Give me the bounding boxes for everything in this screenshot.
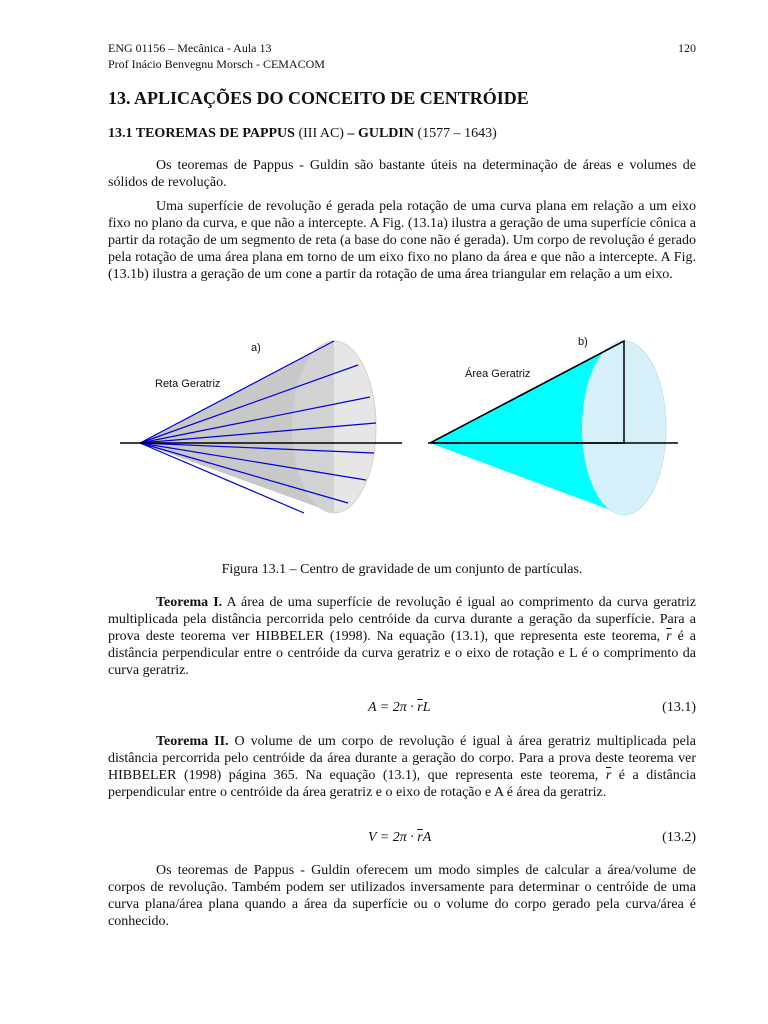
equation-13-2 [108, 830, 696, 850]
teorema-2-text-a: O volume de um corpo de revolução é igual à área geratriz multiplicada pela distância percorrida pelo centróide da área durante a geração do corpo. Para a prova deste teorema ver HIBBELER (1998) página 365. Na equação (13.1), que representa este teorema, [108, 734, 696, 783]
eq2-lhs: V = 2π · [368, 830, 418, 845]
figure-b [428, 336, 678, 515]
figure-caption: Figura 13.1 – Centro de gravidade de um conjunto de partículas. [221, 562, 583, 577]
eq2-rhs: A [422, 830, 432, 845]
author-line: Prof Inácio Benvegnu Morsch - CEMACOM [108, 57, 325, 71]
label-area-geratriz: Área Geratriz [465, 368, 531, 380]
equation-13-1-formula [368, 700, 431, 716]
equation-13-1-number: (13.1) [662, 700, 696, 715]
label-b: b) [578, 336, 588, 348]
label-reta-geratriz: Reta Geratriz [155, 378, 221, 390]
teorema-2-text-b: é a distância perpendicular entre o centróide da área geratriz e o eixo de rotação e A é área da geratriz. [108, 768, 697, 800]
paragraph-definition [108, 198, 696, 283]
subsection-title-part1: 13.1 TEOREMAS DE PAPPUS [108, 126, 295, 141]
r-bar-symbol: $\overline{r}$ [666, 629, 672, 644]
equation-13-2-number: (13.2) [662, 830, 696, 845]
course-line: ENG 01156 – Mecânica - Aula 13 [108, 41, 272, 55]
page-header [108, 40, 696, 72]
eq1-r: $\overline{r}$ [417, 700, 423, 715]
subsection-title-part3: – GULDIN [347, 126, 414, 141]
paragraph-text: Os teoremas de Pappus - Guldin oferecem um modo simples de calcular a área/volume de corpos de revolução. Também podem ser utilizados inversamente para determinar o centróide de uma curva plana/área plana quando a área da superfície ou o volume do corpo gerado pela curva/área é conhecido. [108, 863, 696, 929]
paragraph-intro [108, 157, 696, 191]
teorema-1-text [108, 594, 696, 679]
label-a: a) [251, 342, 261, 354]
eq2-r: $\overline{r}$ [417, 830, 423, 845]
paragraph-text: Os teoremas de Pappus - Guldin são bastante úteis na determinação de áreas e volumes de sólidos de revolução. [108, 158, 696, 190]
teorema-1-text-a: A área de uma superfície de revolução é igual ao comprimento da curva geratriz multiplicada pela distância percorrida pelo centróide da curva durante a geração da superfície. Para a prova deste teorema ver HIBBELER (1998). Na equação (13.1), que representa este teorema, [108, 595, 696, 644]
eq1-lhs: A = 2π · [368, 700, 418, 715]
section-title: 13. APLICAÇÕES DO CONCEITO DE CENTRÓIDE [108, 88, 529, 108]
paragraph-closing [108, 862, 696, 930]
page-number: 120 [678, 41, 696, 55]
equation-13-1 [108, 700, 696, 720]
r-bar-symbol: $\overline{r}$ [605, 768, 612, 783]
figure-13-1 [108, 325, 696, 550]
figure-a [120, 341, 402, 513]
subsection-title-part4: (1577 – 1643) [413, 126, 497, 141]
eq1-rhs: L [422, 700, 431, 715]
teorema-1-text-b: é a distância perpendicular entre o centróide da curva geratriz e o eixo de rotação e L é o comprimento da curva geratriz. [108, 629, 696, 678]
subsection-title [108, 126, 497, 142]
paragraph-text: Uma superfície de revolução é gerada pela rotação de uma curva plana em relação a um eixo fixo no plano da curva, e que não a intercepte. A Fig. (13.1a) ilustra a geração de uma superfície cônica a partir da rotação de um segmento de reta (a base do cone não é gerada). Um corpo de revolução é gerado pela rotação de uma área plana em torno de um eixo fixo no plano da área e que não a intercepte. A Fig. (13.1b) ilustra a geração de um cone a partir da rotação de uma área triangular em relação a um eixo. [108, 199, 696, 282]
equation-13-2-formula [368, 830, 431, 846]
teorema-1-title: Teorema I. [156, 595, 223, 610]
subsection-title-part2: (III AC) [294, 126, 348, 141]
teorema-2 [108, 733, 696, 801]
teorema-2-title: Teorema II. [156, 734, 229, 749]
teorema-1 [108, 594, 696, 679]
teorema-2-text [108, 733, 696, 801]
